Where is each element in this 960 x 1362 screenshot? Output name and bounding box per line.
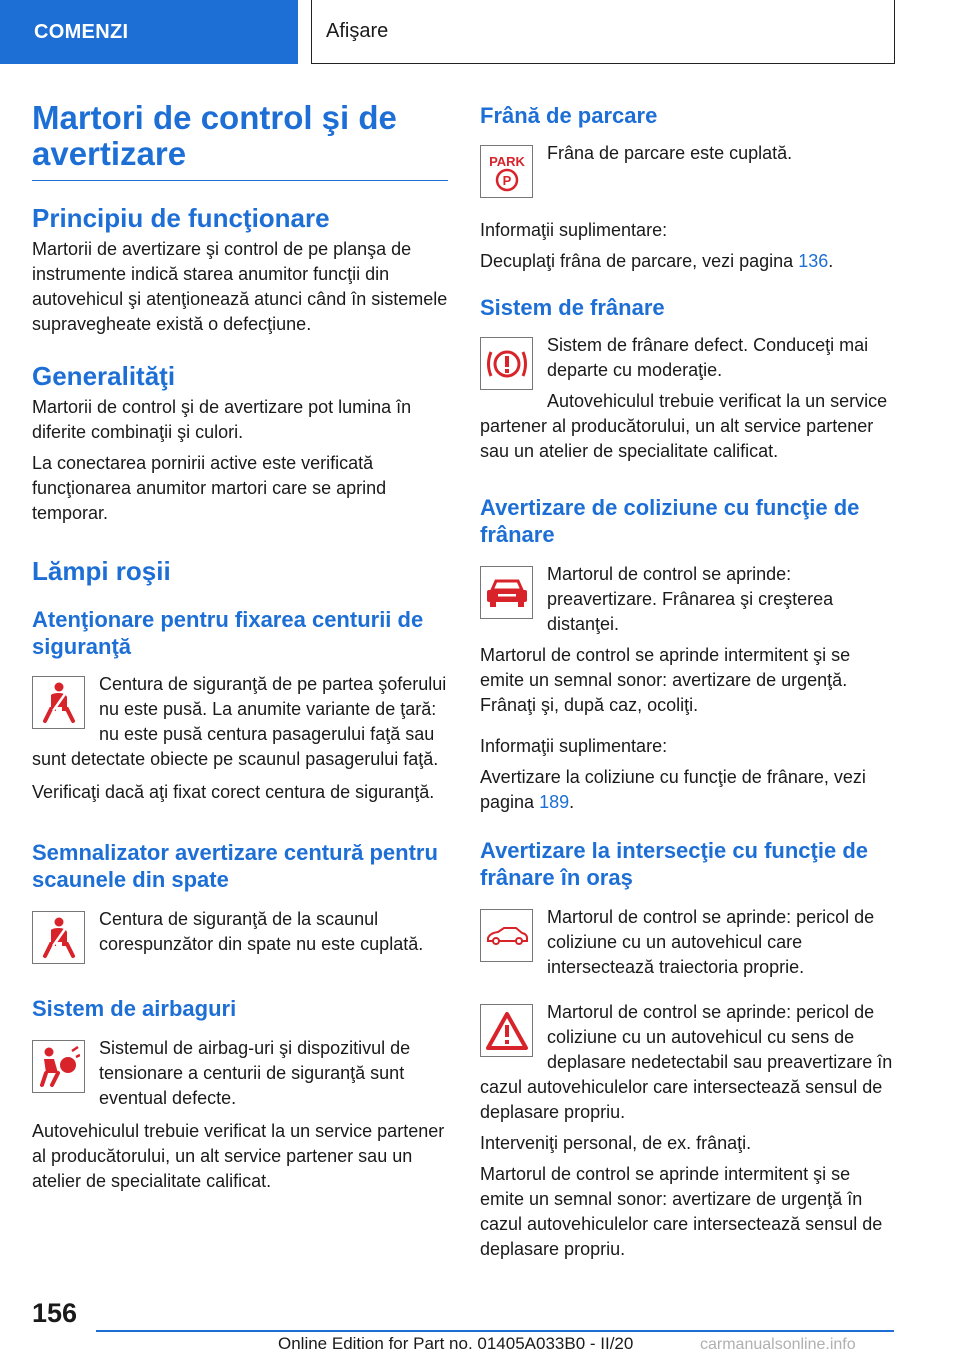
text-centura-spate: Centura de siguranţă de la scaunul corespunzător din spate nu este cuplată. — [99, 909, 424, 954]
heading-lampi-rosii: Lămpi roşii — [32, 556, 171, 586]
page-link-189[interactable]: 189 — [539, 792, 570, 812]
footer-divider — [96, 1330, 894, 1332]
page-link-136[interactable]: 136 — [798, 251, 829, 271]
text-intersectie-3: Interveniţi personal, de ex. frânaţi. — [480, 1133, 752, 1153]
heading-intersectie: Avertizare la intersecţie cu funcţie de frânare în oraş — [480, 838, 868, 890]
text-generalitati-2: La conectarea pornirii active este verificată funcţionarea anumitor martori care se aprind temporar. — [32, 453, 387, 523]
section-tab[interactable]: COMENZI — [0, 0, 298, 64]
footer-edition: Online Edition for Part no. 01405A033B0 - II/20 — [278, 1334, 634, 1353]
heading-coliziune: Avertizare de coliziune cu funcţie de frânare — [480, 495, 860, 547]
rear-seatbelt-icon — [32, 911, 85, 964]
right-column — [480, 100, 896, 1262]
warning-triangle-icon — [480, 1004, 533, 1057]
text-coliziune-2: Martorul de control se aprinde intermitent şi se emite un semnal sonor: avertizare de urgenţă. Frânaţi şi, după caz, ocoliţi. — [480, 645, 851, 715]
footer-watermark: carmanualsonline.info — [700, 1336, 856, 1353]
heading-airbag: Sistem de airbaguri — [32, 996, 237, 1021]
text-intersectie-1: Martorul de control se aprinde: pericol de coliziune cu un autovehicul care intersectează traiectoria proprie. — [547, 907, 875, 977]
text-centura-check: Verificaţi dacă aţi fixat corect centura de siguranţă. — [32, 782, 435, 802]
text-principiu: Martorii de avertizare şi control de pe planşa de instrumente indică starea anumitor funcţii din autovehicul şi atenţionează atunci când în sistemele supravegheate există o defecţiune. — [32, 239, 448, 334]
city-intersection-icon — [480, 909, 533, 962]
text-generalitati-1: Martorii de control şi de avertizare pot lumina în diferite combinaţii şi culori. — [32, 397, 412, 442]
page-title: Martori de control şi de avertizare — [32, 100, 448, 181]
text-frana-link: Decuplaţi frâna de parcare, vezi pagina 136. — [480, 251, 834, 271]
text-sistem-2: Autovehiculul trebuie verificat la un service partener al producătorului, un alt service partener sau un atelier de specialitate calificat. — [480, 391, 888, 461]
airbag-warning-icon — [32, 1040, 85, 1093]
text-intersectie-2: Martorul de control se aprinde: pericol de coliziune cu un autovehicul cu sens de deplasare nedetectabil sau preavertizare în cazul autovehiculelor care intersectează sensul de deplasare propriu. — [480, 1002, 893, 1122]
text-coliziune-info: Informaţii suplimentare: — [480, 736, 668, 756]
heading-generalitati: Generalităţi — [32, 361, 176, 391]
text-airbag-2: Autovehiculul trebuie verificat la un service partener al producătorului, un alt service partener sau un atelier de specialitate calificat. — [32, 1121, 445, 1191]
park-label: PARK — [488, 153, 525, 169]
svg-text:P: P — [502, 172, 511, 188]
heading-centura-spate: Semnalizator avertizare centură pentru scaunele din spate — [32, 840, 438, 892]
heading-principiu: Principiu de funcţionare — [32, 203, 330, 233]
text-coliziune-1: Martorul de control se aprinde: preavertizare. Frânarea şi creşterea distanţei. — [547, 564, 834, 634]
heading-sistem-franare: Sistem de frânare — [480, 295, 665, 320]
text-coliziune-link: Avertizare la coliziune cu funcţie de frânare, vezi pagina 189. — [480, 767, 866, 812]
text-frana-info: Informaţii suplimentare: — [480, 220, 668, 240]
parking-brake-icon — [480, 145, 533, 198]
text-frana: Frâna de parcare este cuplată. — [547, 143, 793, 163]
collision-warning-icon — [480, 566, 533, 619]
subsection-title: Afişare — [311, 0, 895, 64]
heading-frana-parcare: Frână de parcare — [480, 103, 658, 128]
heading-centura: Atenţionare pentru fixarea centurii de siguranţă — [32, 607, 424, 659]
left-column — [32, 100, 448, 1194]
text-airbag: Sistemul de airbag-uri şi dispozitivul de tensionare a centurii de siguranţă sunt eventual defecte. — [99, 1038, 411, 1108]
text-sistem: Sistem de frânare defect. Conduceţi mai departe cu moderaţie. — [547, 335, 869, 380]
brake-system-icon — [480, 337, 533, 390]
seatbelt-warning-icon — [32, 676, 85, 729]
page-number: 156 — [32, 1298, 78, 1328]
text-intersectie-4: Martorul de control se aprinde intermitent şi se emite un semnal sonor: avertizare de urgenţă în cazul autovehiculelor care intersectează sensul de deplasare propriu. — [480, 1164, 883, 1259]
text-centura: Centura de siguranţă de pe partea şoferului nu este pusă. La anumite variante de ţară: nu este pusă centura pasagerului faţă sau sunt detectate obiecte pe scaunul pasagerului faţă. — [32, 674, 447, 769]
